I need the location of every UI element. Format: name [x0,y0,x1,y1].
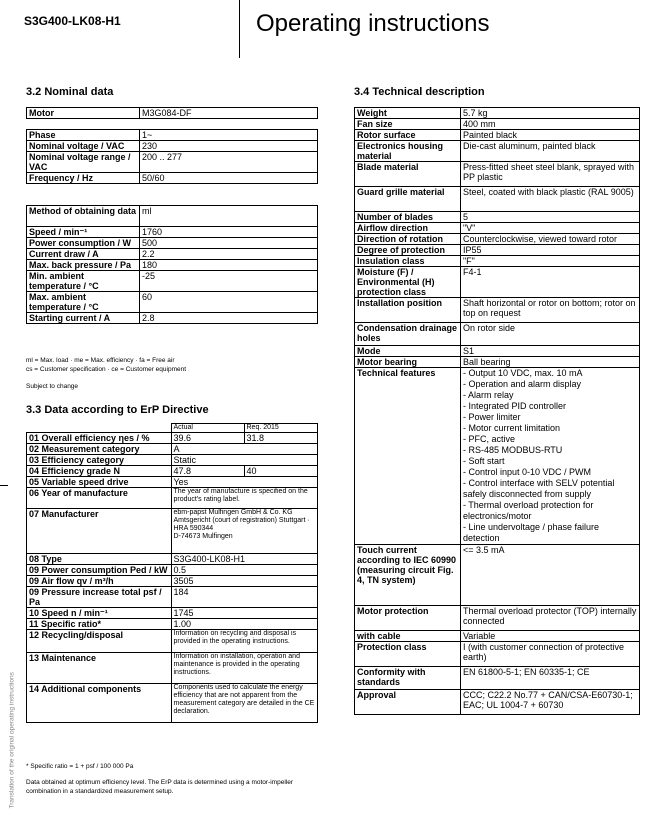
table-row [355,631,640,642]
table-row [355,298,640,323]
table-row [27,488,318,509]
cell-value: Press-fitted sheet steel blank, sprayed with PP plastic [460,162,639,187]
table-row [355,357,640,368]
col-req: Req. 2015 [244,424,318,433]
cell-value: Thermal overload protector (TOP) internally connected [460,606,639,631]
cell-value: CCC; C22.2 No.77 + CAN/CSA-E60730-1; EAC; UL 1004-7 + 60730 [460,690,639,715]
cell-value: S1 [460,346,639,357]
cell-value: 184 [171,587,318,608]
cell-label: Method of obtaining data [27,206,140,227]
header-divider [239,0,240,58]
table-row [27,684,318,723]
table-row [27,619,318,630]
cell-value: -25 [140,271,318,292]
cell-label: 13 Maintenance [27,653,172,684]
nominal-notes [26,356,186,374]
table-row [27,227,318,238]
table-row [355,245,640,256]
cell-label: 07 Manufacturer [27,509,172,554]
table-row [27,238,318,249]
list-item: - Integrated PID controller [462,401,567,411]
table-row [27,108,318,119]
cell-label: Installation position [355,298,461,323]
tech-heading: 3.4 Technical description [354,86,485,98]
cell-label: Rotor surface [355,130,461,141]
model-number: S3G400-LK08-H1 [24,14,121,28]
cell-label: Moisture (F) / Environmental (H) protection class [355,267,461,298]
cell-label: Approval [355,690,461,715]
table-row [355,223,640,234]
cell-value: 230 [140,141,318,152]
cell-value: <= 3.5 mA [460,545,639,606]
cell-value: ml [140,206,318,227]
table-row [27,565,318,576]
note-line: cs = Customer specification · ce = Customer equipment [26,366,187,373]
cell-label: Nominal voltage / VAC [27,141,140,152]
manufacturer-line: HRA 590344 [173,525,214,532]
table-row [355,667,640,690]
table-row [27,206,318,227]
table-row [27,608,318,619]
cell-value: Counterclockwise, viewed toward rotor [460,234,639,245]
cell-label: Phase [27,130,140,141]
cell-label: 03 Efficiency category [27,455,172,466]
table-row [27,260,318,271]
cell-label: Frequency / Hz [27,173,140,184]
list-item: - Output 10 VDC, max. 10 mA [462,368,583,378]
list-item: - Operation and alarm display [462,379,582,389]
table-row [27,313,318,324]
cell-label: Degree of protection [355,245,461,256]
list-item: - Power limiter [462,412,521,422]
erp-footnote: * Specific ratio = 1 + psf / 100 000 Pa [26,763,134,770]
list-item: - Soft start [462,456,505,466]
cell-label: Current draw / A [27,249,140,260]
cell-value: 500 [140,238,318,249]
table-row [355,545,640,606]
cell-value: Information on recycling and disposal is provided in the operating instructions. [171,630,318,653]
cell-label: Fan size [355,119,461,130]
erp-heading: 3.3 Data according to ErP Directive [26,404,209,416]
table-row [27,271,318,292]
table-row [355,130,640,141]
erp-table [26,423,318,723]
motor-label: Motor [27,108,140,119]
cell-label: Guard grille material [355,187,461,212]
table-row [27,653,318,684]
cell-value: Ball bearing [460,357,639,368]
note-line: ml = Max. load · me = Max. efficiency · fa = Free air [26,357,175,364]
cell-value: 2.8 [140,313,318,324]
cell-label: 12 Recycling/disposal [27,630,172,653]
cell-value: 1760 [140,227,318,238]
cell-label: 11 Specific ratio* [27,619,172,630]
cell-label: Max. back pressure / Pa [27,260,140,271]
table-row [355,141,640,162]
table-row [27,576,318,587]
cell-label: 04 Efficiency grade N [27,466,172,477]
cell-value: Yes [171,477,318,488]
cell-label: Number of blades [355,212,461,223]
manufacturer-line: Amtsgericht (court of registration) Stuttgart · [173,517,310,524]
manufacturer-line: D-74673 Mulfingen [173,533,233,540]
cell-label: Insulation class [355,256,461,267]
list-item: - Line undervoltage / phase failure detection [462,522,600,543]
cell-value: 2.2 [140,249,318,260]
subject-note: Subject to change [26,383,79,390]
nominal-group1-table [26,129,318,184]
cell-req: 31.8 [244,433,318,444]
table-row [27,152,318,173]
table-row [355,346,640,357]
cell-label: 09 Power consumption Ped / kW [27,565,172,576]
table-row [355,368,640,545]
sidebar-note: Translation of the original operating instructions [8,672,16,809]
cell-label: Max. ambient temperature / °C [27,292,140,313]
cell-value: A [171,444,318,455]
cell-value: 1745 [171,608,318,619]
table-row [355,256,640,267]
cell-value: I (with customer connection of protective earth) [460,642,639,667]
page-title: Operating instructions [256,10,490,37]
cell-label: 02 Measurement category [27,444,172,455]
table-row [27,424,318,433]
table-row [355,267,640,298]
cell-value: 180 [140,260,318,271]
motor-table [26,107,318,119]
table-row [355,606,640,631]
table-row [27,630,318,653]
table-row [355,642,640,667]
motor-value: M3G084-DF [140,108,318,119]
erp-header-spacer [27,424,172,433]
cell-label: Conformity with standards [355,667,461,690]
table-row [355,108,640,119]
cell-value: Steel, coated with black plastic (RAL 9005) [460,187,639,212]
cell-value: "F" [460,256,639,267]
cell-label: Touch current according to IEC 60990 (measuring circuit Fig. 4, TN system) [355,545,461,606]
cell-label: Nominal voltage range / VAC [27,152,140,173]
cell-value: EN 61800-5-1; EN 60335-1; CE [460,667,639,690]
manufacturer-line: ebm-papst Mulfingen GmbH & Co. KG [173,509,293,516]
cell-label: Direction of rotation [355,234,461,245]
list-item: - Control interface with SELV potential safely disconnected from supply [462,478,615,499]
list-item: - Thermal overload protection for electronics/motor [462,500,594,521]
cell-value: F4-1 [460,267,639,298]
technical-features-list [460,368,639,545]
list-item: - RS-485 MODBUS-RTU [462,445,563,455]
cell-label: with cable [355,631,461,642]
cell-req: 40 [244,466,318,477]
cell-value: S3G400-LK08-H1 [171,554,318,565]
cell-label: Starting current / A [27,313,140,324]
table-row [27,130,318,141]
cell-value: Components used to calculate the energy efficiency that are not apparent from the measurement category are detailed in the CE declaration. [171,684,318,723]
cell-label: 09 Pressure increase total psf / Pa [27,587,172,608]
table-row [27,433,318,444]
cell-value: Painted black [460,130,639,141]
table-row [355,212,640,223]
cell-label: 05 Variable speed drive [27,477,172,488]
cell-value: Static [171,455,318,466]
table-row [355,187,640,212]
cell-label: 14 Additional components [27,684,172,723]
cell-label: 01 Overall efficiency ηes / % [27,433,172,444]
cell-value: 1.00 [171,619,318,630]
table-row [27,173,318,184]
col-actual: Actual [171,424,244,433]
cell-label: 10 Speed n / min⁻¹ [27,608,172,619]
cell-value: 200 .. 277 [140,152,318,173]
nominal-group2-table [26,205,318,324]
cell-value: Variable [460,631,639,642]
cell-label: Airflow direction [355,223,461,234]
cell-label: Power consumption / W [27,238,140,249]
table-row [355,323,640,346]
erp-footer: Data obtained at optimum efficiency level. The ErP data is determined using a motor-impeller combination in a standardized measurement setup. [26,779,293,795]
table-row [27,587,318,608]
cell-label: Motor bearing [355,357,461,368]
cell-value: 0.5 [171,565,318,576]
table-row [27,141,318,152]
cell-label: Motor protection [355,606,461,631]
cell-label: Technical features [355,368,461,545]
cell-value: "V" [460,223,639,234]
cell-value: 400 mm [460,119,639,130]
table-row [27,509,318,554]
cell-value: The year of manufacture is specified on the product's rating label. [171,488,318,509]
table-row [27,444,318,455]
cell-label: Min. ambient temperature / °C [27,271,140,292]
list-item: - Control input 0-10 VDC / PWM [462,467,591,477]
table-row [355,162,640,187]
cell-label: 08 Type [27,554,172,565]
cell-label: Protection class [355,642,461,667]
cell-value: Die-cast aluminum, painted black [460,141,639,162]
cell-label: Condensation drainage holes [355,323,461,346]
table-row [355,690,640,715]
cell-value: 60 [140,292,318,313]
table-row [27,466,318,477]
cell-label: Speed / min⁻¹ [27,227,140,238]
cell-value: 5 [460,212,639,223]
cell-label: Electronics housing material [355,141,461,162]
table-row [27,292,318,313]
cell-label: Blade material [355,162,461,187]
margin-tick [0,485,8,486]
table-row [355,119,640,130]
list-item: - Motor current limitation [462,423,560,433]
table-row [355,234,640,245]
table-row [27,455,318,466]
tech-table [354,107,640,715]
cell-value: Shaft horizontal or rotor on bottom; rotor on top on request [460,298,639,323]
nominal-heading: 3.2 Nominal data [26,86,114,98]
table-row [27,477,318,488]
table-row [27,249,318,260]
cell-label: Weight [355,108,461,119]
list-item: - PFC, active [462,434,515,444]
cell-value: 47.8 [171,466,244,477]
cell-label: 06 Year of manufacture [27,488,172,509]
cell-label: Mode [355,346,461,357]
cell-value: IP55 [460,245,639,256]
cell-value: 39.6 [171,433,244,444]
cell-value: 1~ [140,130,318,141]
cell-value: 50/60 [140,173,318,184]
list-item: - Alarm relay [462,390,514,400]
manufacturer-value [171,509,318,554]
cell-label: 09 Air flow qv / m³/h [27,576,172,587]
cell-value: 3505 [171,576,318,587]
cell-value: On rotor side [460,323,639,346]
table-row [27,554,318,565]
cell-value: 5.7 kg [460,108,639,119]
cell-value: Information on installation, operation and maintenance is provided in the operating instructions. [171,653,318,684]
